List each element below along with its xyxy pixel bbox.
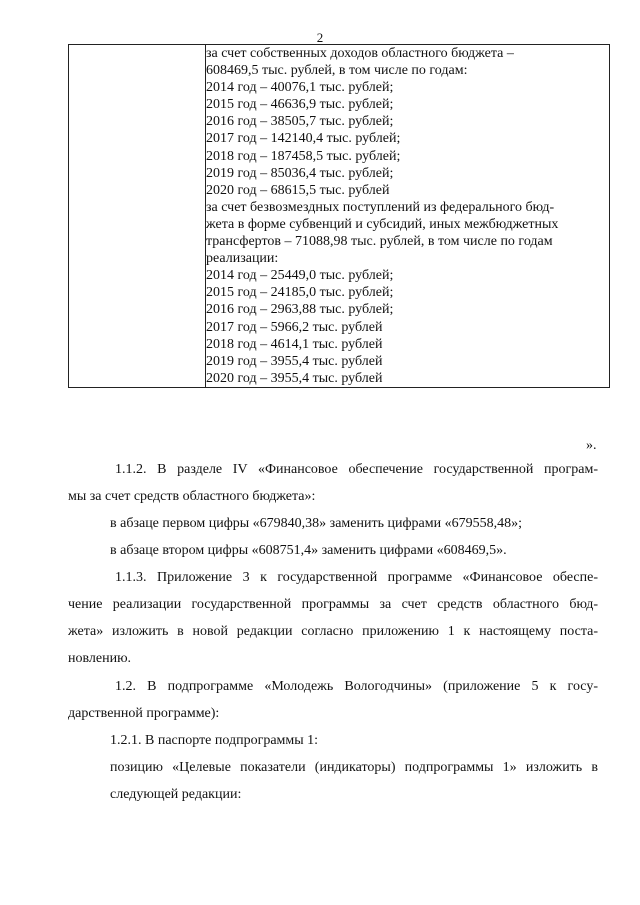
paragraph-line: новлению. bbox=[68, 651, 132, 666]
table-line: 2020 год – 68615,5 тыс. рублей bbox=[206, 182, 390, 198]
paragraph-line: чение реализации государственной программы за счет средств областного бюд- bbox=[68, 597, 598, 612]
table-line: 2014 год – 25449,0 тыс. рублей; bbox=[206, 268, 394, 284]
paragraph-line: в абзаце первом цифры «679840,38» заменить цифрами «679558,48»; bbox=[110, 516, 522, 531]
table-row bbox=[69, 45, 610, 388]
paragraph-line: следующей редакции: bbox=[110, 787, 242, 802]
funding-table bbox=[68, 44, 610, 388]
table-line: 608469,5 тыс. рублей, в том числе по годам: bbox=[206, 63, 468, 79]
table-line: 2018 год – 4614,1 тыс. рублей bbox=[206, 336, 383, 352]
table-line: за счет собственных доходов областного бюджета – bbox=[206, 46, 514, 61]
table-line: 2015 год – 24185,0 тыс. рублей; bbox=[206, 285, 394, 301]
table-line: 2017 год – 142140,4 тыс. рублей; bbox=[206, 131, 401, 147]
paragraph-line: дарственной программе): bbox=[68, 706, 220, 721]
table-line: 2019 год – 3955,4 тыс. рублей bbox=[206, 353, 383, 369]
paragraph-line: 1.1.2. В разделе IV «Финансовое обеспечение государственной програм- bbox=[115, 462, 598, 477]
paragraph-line: 1.2. В подпрограмме «Молодежь Вологодчины» (приложение 5 к госу- bbox=[115, 679, 598, 694]
table-line: 2020 год – 3955,4 тыс. рублей bbox=[206, 370, 383, 386]
page-number: 2 bbox=[316, 30, 324, 45]
paragraph-line: мы за счет средств областного бюджета»: bbox=[68, 489, 316, 504]
table-line: 2015 год – 46636,9 тыс. рублей; bbox=[206, 97, 394, 113]
table-line: реализации: bbox=[206, 251, 279, 267]
table-line: 2019 год – 85036,4 тыс. рублей; bbox=[206, 165, 394, 181]
table-line: 2017 год – 5966,2 тыс. рублей bbox=[206, 319, 383, 335]
paragraph-line: позицию «Целевые показатели (индикаторы) подпрограммы 1» изложить в bbox=[110, 760, 598, 775]
table-line: 2016 год – 38505,7 тыс. рублей; bbox=[206, 114, 394, 130]
table-line: жета в форме субвенций и субсидий, иных межбюджетных bbox=[206, 216, 559, 232]
table-left-cell bbox=[69, 45, 206, 388]
paragraph-line: 1.1.3. Приложение 3 к государственной программе «Финансовое обеспе- bbox=[115, 570, 598, 585]
table-right-cell bbox=[206, 45, 610, 388]
table-line: 2014 год – 40076,1 тыс. рублей; bbox=[206, 80, 394, 96]
table-line: трансфертов – 71088,98 тыс. рублей, в том числе по годам bbox=[206, 234, 553, 250]
closing-quote: ». bbox=[586, 438, 597, 453]
table-line: 2018 год – 187458,5 тыс. рублей; bbox=[206, 148, 401, 164]
paragraph-line: 1.2.1. В паспорте подпрограммы 1: bbox=[110, 733, 319, 748]
table-line: за счет безвозмездных поступлений из федерального бюд- bbox=[206, 199, 555, 215]
paragraph-line: в абзаце втором цифры «608751,4» заменить цифрами «608469,5». bbox=[110, 543, 507, 558]
paragraph-line: жета» изложить в новой редакции согласно приложению 1 к настоящему поста- bbox=[68, 624, 598, 639]
table-line: 2016 год – 2963,88 тыс. рублей; bbox=[206, 302, 394, 318]
